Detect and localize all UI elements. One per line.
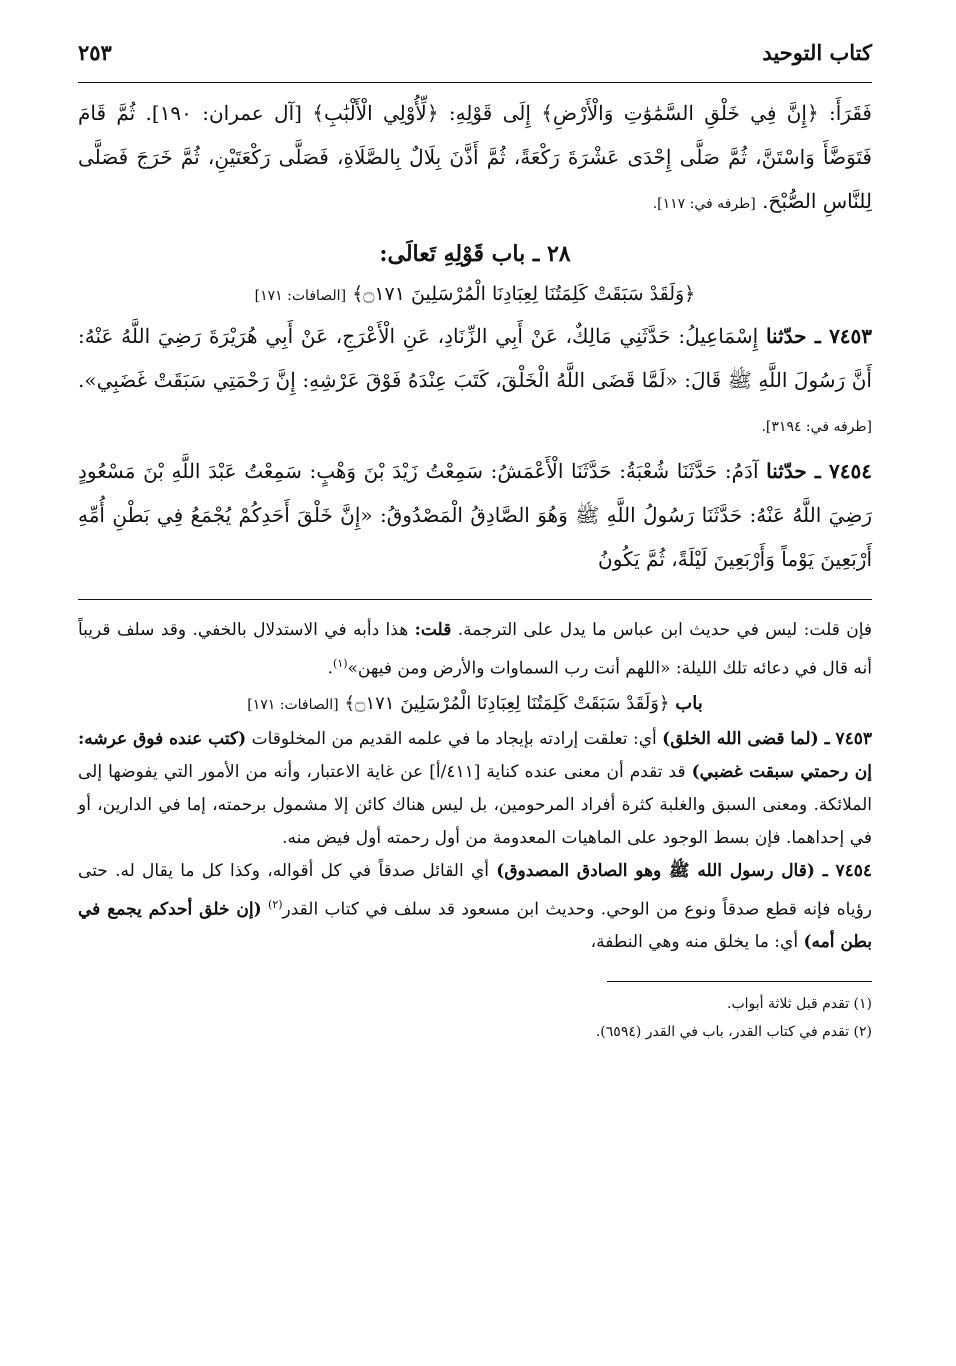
comm-p2-bold2: (كتب عنده فوق عرشه: إن رحمتي سبقت غضبي) [78,728,872,782]
comm-p1-end: . [327,658,334,679]
commentary-paragraph-2 [78,723,872,855]
intro-text: فَقَرَأَ: ﴿إِنَّ فِي خَلْقِ السَّمَٰوَٰتِ وَالْأَرْضِ﴾ إِلَى قَوْلِهِ: ﴿لِّأُوْلِي الْأَلْبَٰبِ﴾ [آل عمران: ١٩٠]. ثُمَّ قَامَ فَتَوَضَّأَ وَاسْتَنَّ، ثُمَّ صَلَّى إِحْدَى عَشْرَةَ رَكْعَةً، ثُمَّ أَذَّنَ بِلَالٌ بِالصَّلَاةِ، فَصَلَّى رَكْعَتَيْنِ، ثُمَّ خَرَجَ فَصَلَّى لِلنَّاسِ الصُّبْحَ. [78,101,872,213]
hadith-7454 [78,449,872,581]
hadith-7453-ref: [طرفه في: ٣١٩٤]. [761,419,872,435]
commentary-paragraph-3 [78,855,872,960]
comm-p1-before: فإن قلت: ليس في حديث ابن عباس ما يدل على الترجمة. [457,620,873,640]
comm-p2-bold1: ٧٤٥٣ ـ (لما قضى الله الخلق) [662,728,873,749]
commentary-paragraph-1 [78,614,872,686]
comm-p1-bold: قلت: [414,620,452,640]
intro-paragraph [78,91,872,226]
commentary [78,614,872,959]
bab-ref: [الصافات: ١٧١] [247,696,339,713]
footnote-rule [607,981,872,982]
comm-p3-t1: أي القائل صدقاً في كل أقواله، وكذا كل ما يقال له. حتى رؤياه فإنه قطع صدقاً ونوع من الوحي. وحديث ابن مسعود قد سلف في كتاب القدر [78,860,872,920]
footnote-1: (١) تقدم قبل ثلاثة أبواب. [727,996,872,1013]
page-number: ٢٥٣ [78,40,112,65]
footnote-marker-1: (١) [333,657,348,670]
comm-p3-t2: أي: ما يخلق منه وهي النطفة، [590,932,799,953]
main-text [78,91,872,581]
header-rule [78,82,872,83]
comm-p2-t2: قد تقدم أن معنى عنده كناية [٤١١/أ] عن غاية الاعتبار، وأنه من الأمور التي يفوضها إلى الملائكة. ومعنى السبق والغلبة كثرة أفراد المرحومين، بل ليس هناك كائن إلا مشمول برحمته، إما في الدارين، أو في إحداهما. فإن بسط الوجود على الماهيات المعدومة من أول رحمته أول فيض منه. [78,761,872,848]
chapter-verse-ref: [الصافات: ١٧١] [254,288,347,304]
comm-p1-after: هذا دأبه في الاستدلال بالخفي. وقد سلف قريباً أنه قال في دعائه تلك الليلة: «اللهم أنت رب السماوات والأرض ومن فيهن» [78,620,872,679]
footnote-marker-2: (٢) [268,897,283,911]
chapter-title: ٢٨ ـ باب قَوْلِهِ تَعالَى: [379,241,571,267]
hadith-7453-text: إِسْمَاعِيلُ: حَدَّثَنِي مَالِكٌ، عَنْ أَبِي الزِّنَادِ، عَنِ الْأَعْرَجِ، عَنْ أَبِي هُرَيْرَةَ رَضِيَ اللَّهُ عَنْهُ: أَنَّ رَسُولَ اللَّهِ ﷺ قَالَ: «لَمَّا قَضَى اللَّهُ الْخَلْقَ، كَتَبَ عِنْدَهُ فَوْقَ عَرْشِهِ: إِنَّ رَحْمَتِي سَبَقَتْ غَضَبِي». [78,324,872,392]
hadith-7454-lead: ٧٤٥٤ ـ حدّثنا [766,459,872,483]
comm-p2-t1: أي: تعلقت إرادته بإيجاد ما في علمه القديم من المخلوقات [251,728,657,749]
page-header [78,40,872,84]
bab-verse: ﴿وَلَقَدْ سَبَقَتْ كَلِمَتُنَا لِعِبَادِنَا الْمُرْسَلِينَ ۝١٧١﴾ [344,692,670,714]
hadith-7453-lead: ٧٤٥٣ ـ حدّثنا [765,324,873,348]
chapter-verse-line [78,276,872,314]
bab-label: باب [675,692,703,714]
chapter-verse: ﴿وَلَقَدْ سَبَقَتْ كَلِمَتُنَا لِعِبَادِنَا الْمُرْسَلِينَ ۝١٧١﴾ [352,283,696,305]
intro-ref: [طرفه في: ١١٧]. [652,196,756,212]
comm-p3-bold2: (إن خلق أحدكم يجمع في بطن أمه) [78,899,872,953]
hadith-7453 [78,314,872,449]
footnote-2: (٢) تقدم في كتاب القدر، باب في القدر (٦٥٩٤). [595,1024,872,1041]
hadith-7454-text: آدَمُ: حَدَّثَنَا شُعْبَةُ: حَدَّثَنَا الْأَعْمَشُ: سَمِعْتُ زَيْدَ بْنَ وَهْبٍ: سَمِعْتُ عَبْدَ اللَّهِ بْنَ مَسْعُودٍ رَضِيَ اللَّهُ عَنْهُ: حَدَّثَنَا رَسُولُ اللَّهِ ﷺ وَهُوَ الصَّادِقُ الْمَصْدُوقُ: «إِنَّ خَلْقَ أَحَدِكُمْ يُجْمَعُ فِي بَطْنِ أُمِّهِ أَرْبَعِينَ يَوْماً وَأَرْبَعِينَ لَيْلَةً، ثُمَّ يَكُونُ [78,459,872,571]
commentary-divider [78,599,872,600]
page [78,40,872,1046]
book-title: كتاب التوحيد [762,40,872,65]
comm-p3-bold1: ٧٤٥٤ ـ (قال رسول الله ﷺ وهو الصادق المصدوق) [496,860,872,881]
commentary-bab-line [78,686,872,723]
